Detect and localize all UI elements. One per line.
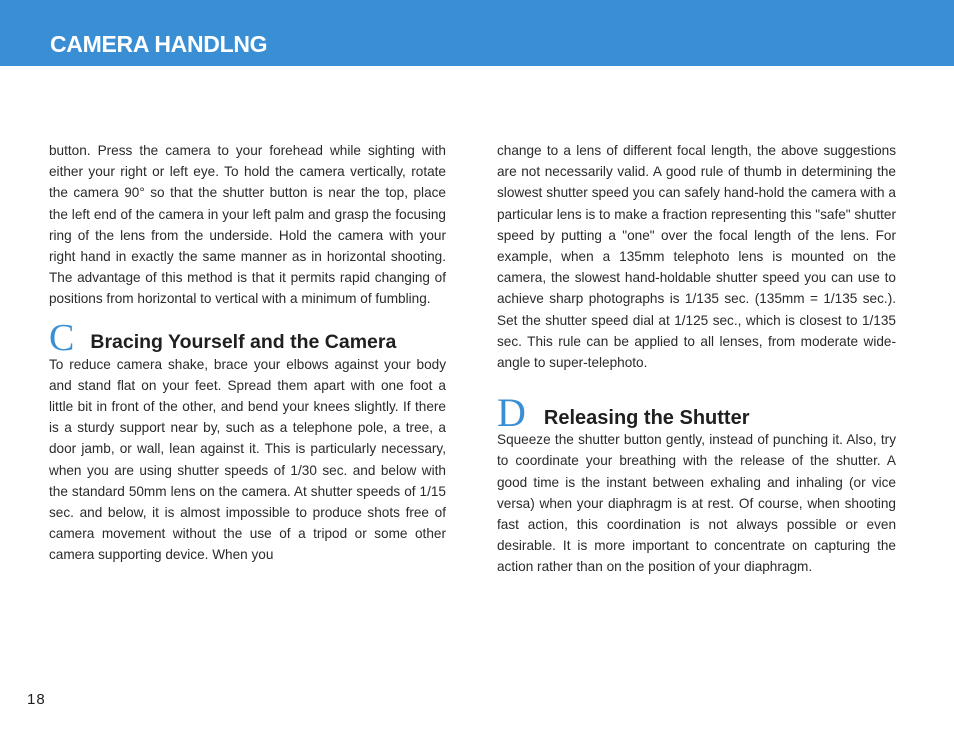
- intro-paragraph-left: button. Press the camera to your forehead while sighting with either your right or left eye. To hold the camera vertically, rotate the camera 90° so that the shutter button is near the top, place the left end of the camera in your left palm and grasp the focusing ring of the lens from the underside. Hold the camera with your right hand in exactly the same manner as in horizontal shooting. The advantage of this method is that it permits rapid changing of positions from horizontal to vertical with a minimum of fumbling.: [49, 143, 446, 307]
- section-title-releasing: Releasing the Shutter: [543, 407, 750, 430]
- page-number: 18: [27, 691, 46, 708]
- section-d-paragraph: Squeeze the shutter button gently, instead of punching it. Also, try to coordinate your breathing with the release of the shutter. A good time is the instant between exhaling and inhaling (or vice versa) when your diaphragm is at rest. Of course, when shooting fast action, this coordination is not always possible or even desirable. It is more important to concentrate on capturing the action rather than on the position of your diaphragm.: [497, 432, 896, 575]
- intro-paragraph-right: change to a lens of different focal length, the above suggestions are not necessarily valid. A good rule of thumb in determining the slowest shutter speed you can safely hand-hold the camera with a particular lens is to make a fraction representing this "safe" shutter speed by putting a "one" over the focal length of the lens. For example, when a 135mm telephoto lens is mounted on the camera, the slowest hand-holdable shutter speed you can use to achieve sharp photographs is 1/135 sec. (135mm = 1/135 sec.). Set the shutter speed dial at 1/125 sec., which is closest to 1/135 sec. This rule can be applied to all lenses, from moderate wide-angle to super-telephoto.: [497, 143, 896, 371]
- right-column: [497, 140, 896, 578]
- section-letter-d: D: [497, 390, 526, 436]
- page-title: CAMERA HANDLNG: [50, 31, 268, 57]
- left-column: [49, 140, 446, 566]
- section-c-heading: [49, 316, 446, 359]
- section-letter-c: C: [49, 316, 75, 359]
- header-band: [0, 0, 954, 66]
- section-title-bracing: Bracing Yourself and the Camera: [90, 331, 397, 354]
- section-c-paragraph: To reduce camera shake, brace your elbows against your body and stand flat on your feet. Spread them apart with one foot a little bit in front of the other, and bend your knees slightly. If there is a sturdy support near by, such as a telephone pole, a tree, a door jamb, or wall, lean against it. This is particularly necessary, when you are using shutter speeds of 1/30 sec. and below with the standard 50mm lens on the camera. At shutter speeds of 1/15 sec. and below, it is almost impossible to produce shots free of camera movement without the use of a tripod or some other camera supporting device. When you: [49, 356, 446, 563]
- section-d-heading: [497, 387, 896, 436]
